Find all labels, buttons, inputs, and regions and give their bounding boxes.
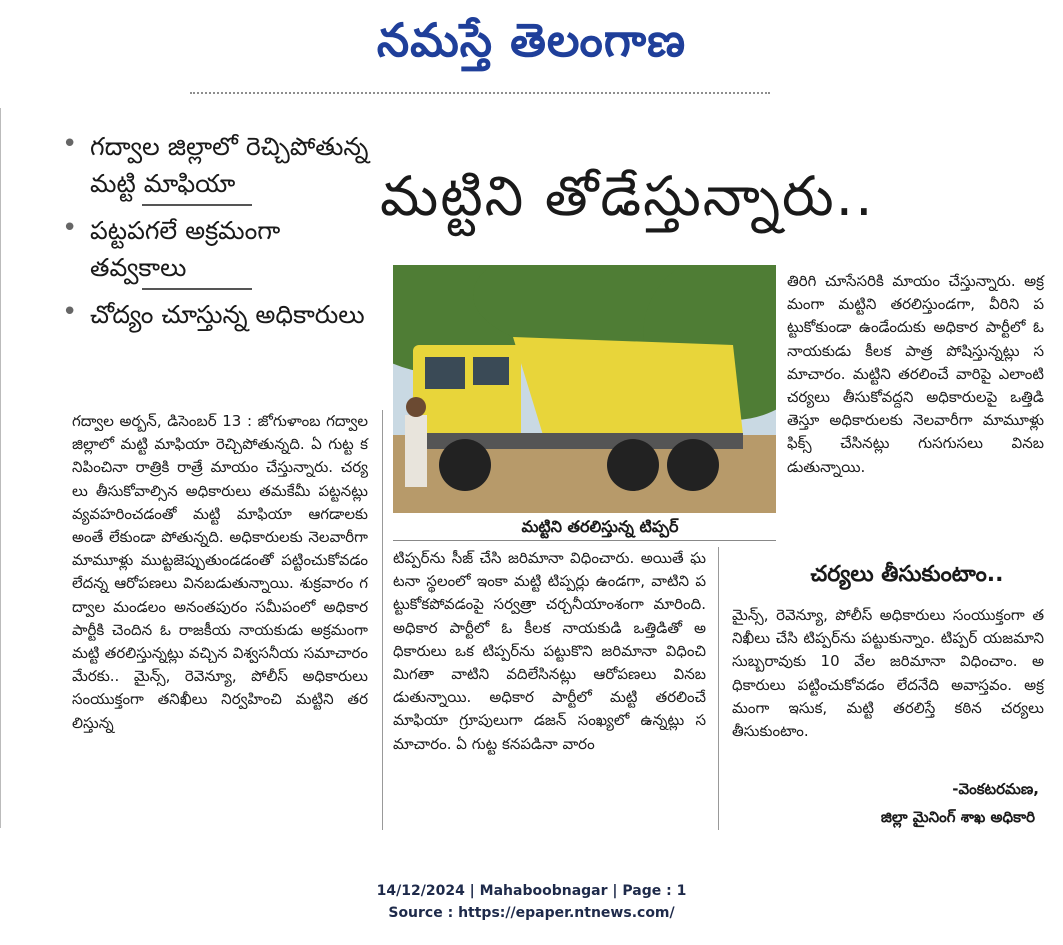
- photo-person: [405, 415, 427, 487]
- headline: మట్టిని తోడేస్తున్నారు..: [380, 164, 875, 228]
- quote-signature: -వెంకటరమణ,: [952, 780, 1039, 798]
- highlight-text: గద్వాల జిల్లాలో రెచ్చిపోతున్న మట్టి మాఫియా: [90, 132, 369, 198]
- column-divider: [382, 410, 383, 830]
- article-column-2: టిప్పర్‌ను సీజ్ చేసి జరిమానా విధించారు. అయితే ఘటనా స్థలంలో ఇంకా మట్టి టిప్పర్లు ఉండగా, వాటిని పట్టుకోకపోవడంపై సర్వత్రా చర్చనీయాంశంగా మారింది. అధికార పార్టీలో ఓ కీలక నాయకుడి ఒత్తిడితో అధికారులు ఒక టిప్పర్‌ను పట్టుకొని జరిమానా విధించి మిగతా వాటిని వదిలేసినట్లు ఆరోపణలు వినబడుతున్నాయి. అధికార పార్టీలో మట్టి తరలించే మాఫియా గ్రూపులుగా డజన్ సంఖ్యలో ఉన్నట్లు సమాచారం. ఏ గుట్ట కనపడినా వారం: [393, 549, 706, 753]
- highlights-list: [52, 128, 372, 343]
- masthead-logo: నమస్తే తెలంగాణ: [376, 13, 687, 67]
- highlight-text: పట్టపగలే అక్రమంగా తవ్వకాలు: [90, 216, 281, 282]
- footer-source-link[interactable]: Source : https://epaper.ntnews.com/: [388, 905, 675, 921]
- tipper-side-window: [473, 357, 509, 385]
- tipper-windshield: [425, 357, 465, 389]
- article-column-1: గద్వాల అర్బన్, డిసెంబర్ 13 : జోగుళాంబ గద్వాల జిల్లాలో మట్టి మాఫియా రెచ్చిపోతున్నది. ఏ గుట్ట కనిపించినా రాత్రికి రాత్రే మాయం చేస్తున్నారు. చర్యలు తీసుకోవాల్సిన అధికారులు తమకేమీ పట్టనట్లు వ్యవహరించడంతో మట్టి మాఫియా ఆగడాలకు అంతే లేకుండా పోతున్నది. అధికారులకు నెలవారీగా మామూళ్లు ముట్టజెప్పుతుండడంతో పట్టించుకోవడం లేదన్న ఆరోపణలు వినబడుతున్నాయి. శుక్రవారం గద్వాల మండలం అనంతపురం సమీపంలో అధికార పార్టీకి చెందిన ఓ రాజకీయ నాయకుడు అక్రమంగా మట్టి తరలిస్తున్నట్లు వచ్చిన విశ్వసనీయ సమాచారం మేరకు.. మైన్స్, రెవెన్యూ, పోలీస్ అధికారులు సంయుక్తంగా తనిఖీలు నిర్వహించి మట్టిని తరలిస్తున్న: [72, 412, 368, 732]
- highlight-divider: [142, 288, 252, 290]
- tipper-wheel: [607, 439, 659, 491]
- tipper-wheel: [667, 439, 719, 491]
- highlight-item: [52, 212, 372, 286]
- quote-designation: జిల్లా మైనింగ్ శాఖ అధికారి: [880, 808, 1035, 826]
- highlight-text: చోద్యం చూస్తున్న అధికారులు: [90, 300, 365, 329]
- highlight-item: [52, 296, 372, 333]
- page-edge: [0, 108, 7, 828]
- highlight-divider: [142, 204, 252, 206]
- official-quote: మైన్స్, రెవెన్యూ, పోలీస్ అధికారులు సంయుక్తంగా తనిఖీలు చేసి టిప్పర్‌ను పట్టుకున్నాం. టిప్పర్ యజమాని సుబ్బరావుకు 10 వేల జరిమానా విధించాం. అధికారులు పట్టించుకోవడం లేదనేది అవాస్తవం. అక్రమంగా ఇసుక, మట్టి తరలిస్తే కఠిన చర్యలు తీసుకుంటాం.: [732, 606, 1044, 741]
- tipper-photo: [393, 265, 776, 513]
- tipper-wheel: [439, 439, 491, 491]
- photo-person-head: [406, 397, 426, 417]
- tipper-bed: [513, 337, 743, 435]
- tipper-truck-image: [393, 265, 776, 513]
- caption-divider: [393, 540, 776, 541]
- photo-caption: మట్టిని తరలిస్తున్న టిప్పర్: [521, 517, 679, 536]
- clipping-cut-edge: [190, 92, 770, 102]
- footer-edition-info: 14/12/2024 | Mahaboobnagar | Page : 1: [376, 883, 687, 899]
- highlight-item: [52, 128, 372, 202]
- column-divider: [718, 547, 719, 830]
- article-column-3: తిరిగి చూసేసరికి మాయం చేస్తున్నారు. అక్రమంగా మట్టిని తరలిస్తుండగా, వీరిని పట్టుకోకుండా ఉండేందుకు అధికార పార్టీలో ఓ నాయకుడు కీలక పాత్ర పోషిస్తున్నట్లు సమాచారం. మట్టిని తరలించే వారిపై ఎలాంటి చర్యలు తీసుకోవద్దని అధికారులపై ఒత్తిడి తెస్తూ అధికారులకు నెలవారీగా మామూళ్లు ఫిక్స్ చేసినట్లు గుసగుసలు వినబడుతున్నాయి.: [787, 272, 1044, 476]
- subheading: చర్యలు తీసుకుంటాం..: [810, 562, 1004, 587]
